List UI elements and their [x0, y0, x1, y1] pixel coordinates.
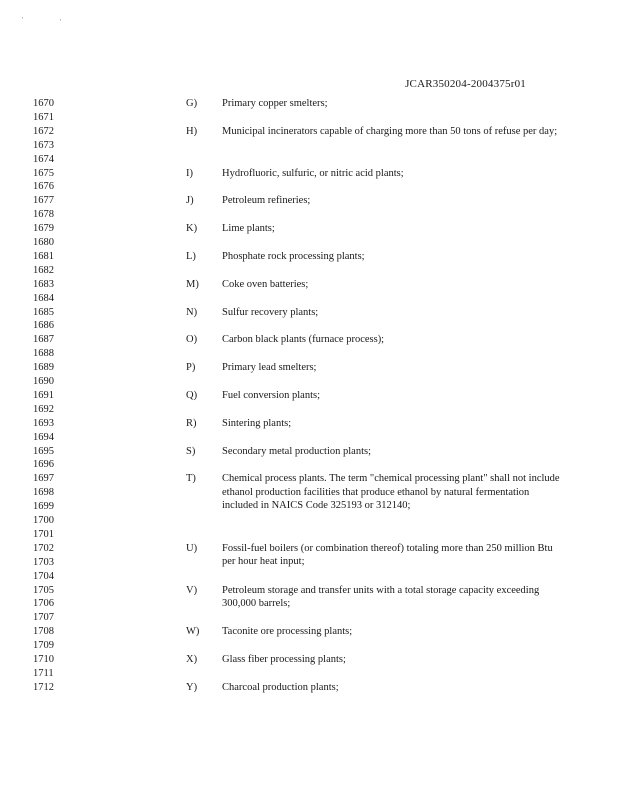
- item-letter: T): [186, 473, 196, 485]
- line-number: 1708: [33, 626, 54, 638]
- item-letter: K): [186, 223, 198, 235]
- line-number: 1671: [33, 111, 54, 123]
- line-number: 1706: [33, 598, 54, 610]
- item-letter: H): [186, 125, 198, 137]
- line-number: 1689: [33, 362, 54, 374]
- line-number: 1688: [33, 348, 54, 360]
- line-number: 1674: [33, 153, 54, 165]
- line-number: 1678: [33, 209, 54, 221]
- line-number: 1683: [33, 278, 54, 290]
- line-number: 1691: [33, 389, 54, 401]
- item-text: Chemical process plants. The term "chemical processing plant" shall not include ethanol production facilities that produce ethanol by natural fermentation included in NAICS Code 325193 or 312140;: [222, 473, 560, 512]
- line-number: 1709: [33, 640, 54, 652]
- line-number: 1700: [33, 515, 54, 526]
- line-number: 1702: [33, 542, 54, 554]
- line-number: 1699: [33, 501, 54, 513]
- item-text: Primary copper smelters;: [222, 98, 328, 109]
- item-text: Sulfur recovery plants;: [222, 306, 319, 318]
- item-text: Secondary metal production plants;: [222, 445, 372, 457]
- line-number: 1673: [33, 139, 54, 151]
- item-text: Fuel conversion plants;: [222, 389, 320, 401]
- line-number: 1675: [33, 167, 54, 179]
- item-letter: R): [186, 417, 197, 429]
- line-number: 1711: [33, 667, 54, 679]
- item-text: Coke oven batteries;: [222, 278, 309, 290]
- item-letter: V): [186, 584, 198, 596]
- item-letter: J): [186, 195, 194, 207]
- line-number: 1680: [33, 237, 54, 248]
- line-number: 1705: [33, 584, 54, 596]
- item-text: Taconite ore processing plants;: [222, 626, 353, 638]
- line-number: 1694: [33, 431, 54, 443]
- item-text: Petroleum storage and transfer units with a total storage capacity exceeding 300,000 barrels;: [222, 584, 540, 609]
- item-text: Carbon black plants (furnace process);: [222, 334, 385, 346]
- item-text: Glass fiber processing plants;: [222, 654, 346, 665]
- line-number: 1682: [33, 264, 54, 276]
- line-number: 1690: [33, 376, 54, 387]
- item-letter: N): [186, 306, 198, 318]
- line-number: 1681: [33, 250, 54, 262]
- line-number: 1707: [33, 612, 54, 624]
- item-letter: P): [186, 362, 196, 374]
- line-number: 1693: [33, 417, 54, 429]
- item-text: Petroleum refineries;: [222, 195, 311, 207]
- line-number: 1672: [33, 125, 54, 137]
- item-text: Municipal incinerators capable of charging more than 50 tons of refuse per day;: [222, 125, 558, 137]
- scan-mark: ': [22, 16, 24, 24]
- item-text: Hydrofluoric, sulfuric, or nitric acid plants;: [222, 167, 404, 179]
- line-number: 1712: [33, 681, 54, 693]
- item-text: Sintering plants;: [222, 417, 292, 429]
- line-number: 1698: [33, 487, 54, 499]
- line-number: 1676: [33, 181, 54, 193]
- item-letter: M): [186, 278, 199, 290]
- line-number: 1710: [33, 654, 54, 665]
- item-letter: U): [186, 542, 198, 554]
- item-letter: X): [186, 654, 198, 665]
- item-letter: L): [186, 250, 196, 262]
- item-text: Lime plants;: [222, 223, 275, 235]
- item-letter: G): [186, 98, 198, 109]
- line-number: 1670: [33, 98, 54, 109]
- line-number: 1701: [33, 528, 54, 540]
- item-letter: Y): [186, 681, 198, 693]
- line-number: 1704: [33, 570, 54, 582]
- item-letter: O): [186, 334, 198, 346]
- item-text: Charcoal production plants;: [222, 681, 339, 693]
- item-letter: S): [186, 445, 196, 457]
- line-number: 1695: [33, 445, 54, 457]
- line-number: 1703: [33, 556, 54, 568]
- line-number: 1692: [33, 403, 54, 415]
- line-number: 1686: [33, 320, 54, 332]
- line-number: 1697: [33, 473, 54, 485]
- item-letter: W): [186, 626, 200, 638]
- item-text: Phosphate rock processing plants;: [222, 250, 365, 262]
- line-number: 1696: [33, 459, 54, 471]
- item-text: Primary lead smelters;: [222, 362, 317, 374]
- line-number: 1687: [33, 334, 54, 346]
- line-number: 1679: [33, 223, 54, 235]
- item-letter: I): [186, 167, 193, 179]
- scan-mark: ': [60, 18, 62, 26]
- document-id: JCAR350204-2004375r01: [405, 78, 526, 90]
- item-letter: Q): [186, 389, 198, 401]
- item-text: Fossil-fuel boilers (or combination thereof) totaling more than 250 million Btu per hour heat input;: [222, 542, 553, 568]
- line-number: 1685: [33, 306, 54, 318]
- line-number: 1677: [33, 195, 54, 207]
- line-number: 1684: [33, 292, 54, 304]
